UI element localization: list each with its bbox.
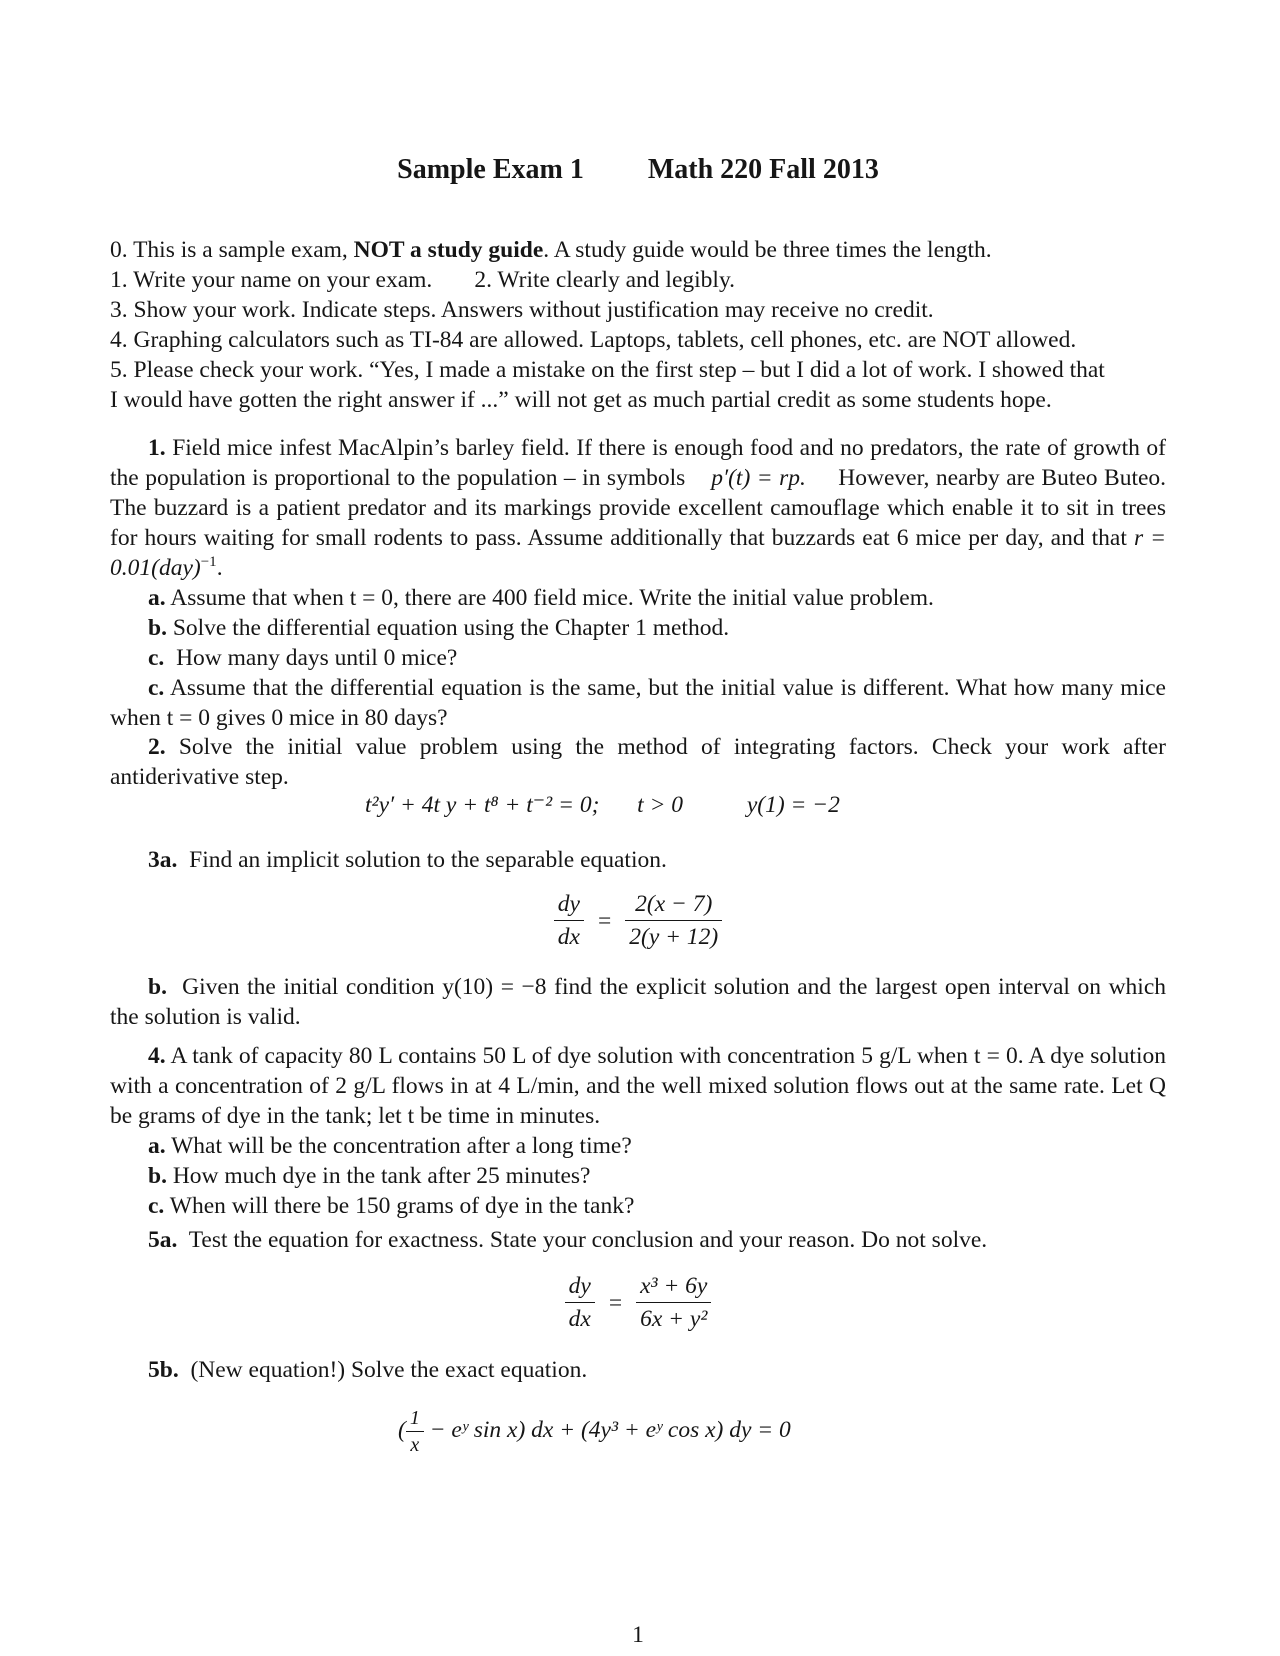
problem-4c: c. When will there be 150 grams of dye in the tank? <box>148 1193 635 1219</box>
instructions <box>110 235 1166 415</box>
problem-4-text: 4. A tank of capacity 80 L contains 50 L of dye solution with concentration 5 g/L when t = 0. A dye solution with a concentration of 2 g/L flows in at 4 L/min, and the well mixed solution flows out at the same rate. Let Q be grams of dye in the tank; let t be time in minutes. <box>110 1043 1166 1129</box>
instruction-1-2: 1. Write your name on your exam. 2. Write clearly and legibly. <box>110 267 736 293</box>
exam-title <box>110 152 1166 188</box>
problem-1a: a. Assume that when t = 0, there are 400 field mice. Write the initial value problem. <box>148 585 934 611</box>
problem-3-lhs: $\frac{dy}{dx}$ <box>554 888 584 953</box>
problem-2-equation: t²y′ + 4t y + t⁸ + t⁻² = 0; t > 0 y(1) = −2 <box>365 792 840 818</box>
problem-1 <box>110 433 1166 733</box>
instruction-5a: 5. Please check your work. “Yes, I made a mistake on the first step – but I did a lot of work. I showed that <box>110 357 1105 383</box>
problem-5a: 5a. Test the equation for exactness. State your conclusion and your reason. Do not solve. <box>148 1227 988 1253</box>
problem-4 <box>110 1041 1166 1221</box>
problem-3-rhs: $\frac{2(x - 7)}{2(y + 12)}$ <box>625 888 722 953</box>
problem-5b: 5b. (New equation!) Solve the exact equation. <box>148 1357 588 1383</box>
problem-3b: b. Given the initial condition y(10) = −8 find the explicit solution and the largest open interval on which the solution is valid. <box>110 974 1167 1030</box>
exact-fraction: $\frac{1}{x}$ <box>406 1405 424 1458</box>
problem-4a: a. What will be the concentration after a long time? <box>148 1133 632 1159</box>
problem-1b: b. Solve the differential equation using the Chapter 1 method. <box>148 615 730 641</box>
instruction-4: 4. Graphing calculators such as TI-84 are allowed. Laptops, tablets, cell phones, etc. are NOT allowed. <box>110 327 1077 353</box>
problem-3a: 3a. Find an implicit solution to the separable equation. <box>148 847 667 873</box>
page-number: 1 <box>632 1622 644 1648</box>
problem-4b: b. How much dye in the tank after 25 minutes? <box>148 1163 591 1189</box>
instruction-5b: I would have gotten the right answer if ...” will not get as much partial credit as some students hope. <box>110 387 1052 413</box>
problem-2-text: 2. Solve the initial value problem using the method of integrating factors. Check your work after antiderivative step. <box>110 734 1167 790</box>
problem-5-equation: $\frac{dy}{dx}$ = $\frac{\text{x³ + 6y}}{\text{6x + y²}}$ <box>110 1270 1166 1335</box>
problem-1c: c. How many days until 0 mice? <box>148 645 458 671</box>
problem-5b-equation: ( $\frac{1}{x}$ − eʸ sin x) dx + (4y³ + eʸ cos x) dy = 0 <box>398 1407 791 1456</box>
problem-5-rhs: $\frac{\text{x³ + 6y}}{\text{6x + y²}}$ <box>636 1270 711 1335</box>
title-right: Math 220 Fall 2013 <box>647 154 879 185</box>
problem-5-lhs: $\frac{dy}{dx}$ <box>565 1270 595 1335</box>
problem-1-intro: 1. Field mice infest MacAlpin’s barley field. If there is enough food and no predators, the rate of growth of the population is proportional to the population – in symbols p′(t) = rp. However, nearby are Buteo Buteo. The buzzard is a patient predator and its markings provide excellent camouflage which enable it to sit in trees for hours waiting for small rodents to pass. Assume additionally that buzzards eat 6 mice per day, and that r = 0.01(day)$^{-1}$. <box>110 435 1167 581</box>
problem-1c2: c. Assume that the differential equation is the same, but the initial value is different. What how many mice when t = 0 gives 0 mice in 80 days? <box>110 675 1166 731</box>
problem-3-equation: $\frac{dy}{dx}$ = $\frac{2(x - 7)}{2(y + 12)}$ <box>110 888 1166 953</box>
instruction-0: 0. This is a sample exam, NOT a study guide. A study guide would be three times the length. <box>110 237 992 263</box>
instruction-3: 3. Show your work. Indicate steps. Answers without justification may receive no credit. <box>110 297 934 323</box>
title-left: Sample Exam 1 <box>397 154 584 185</box>
problem-2 <box>110 732 1166 792</box>
